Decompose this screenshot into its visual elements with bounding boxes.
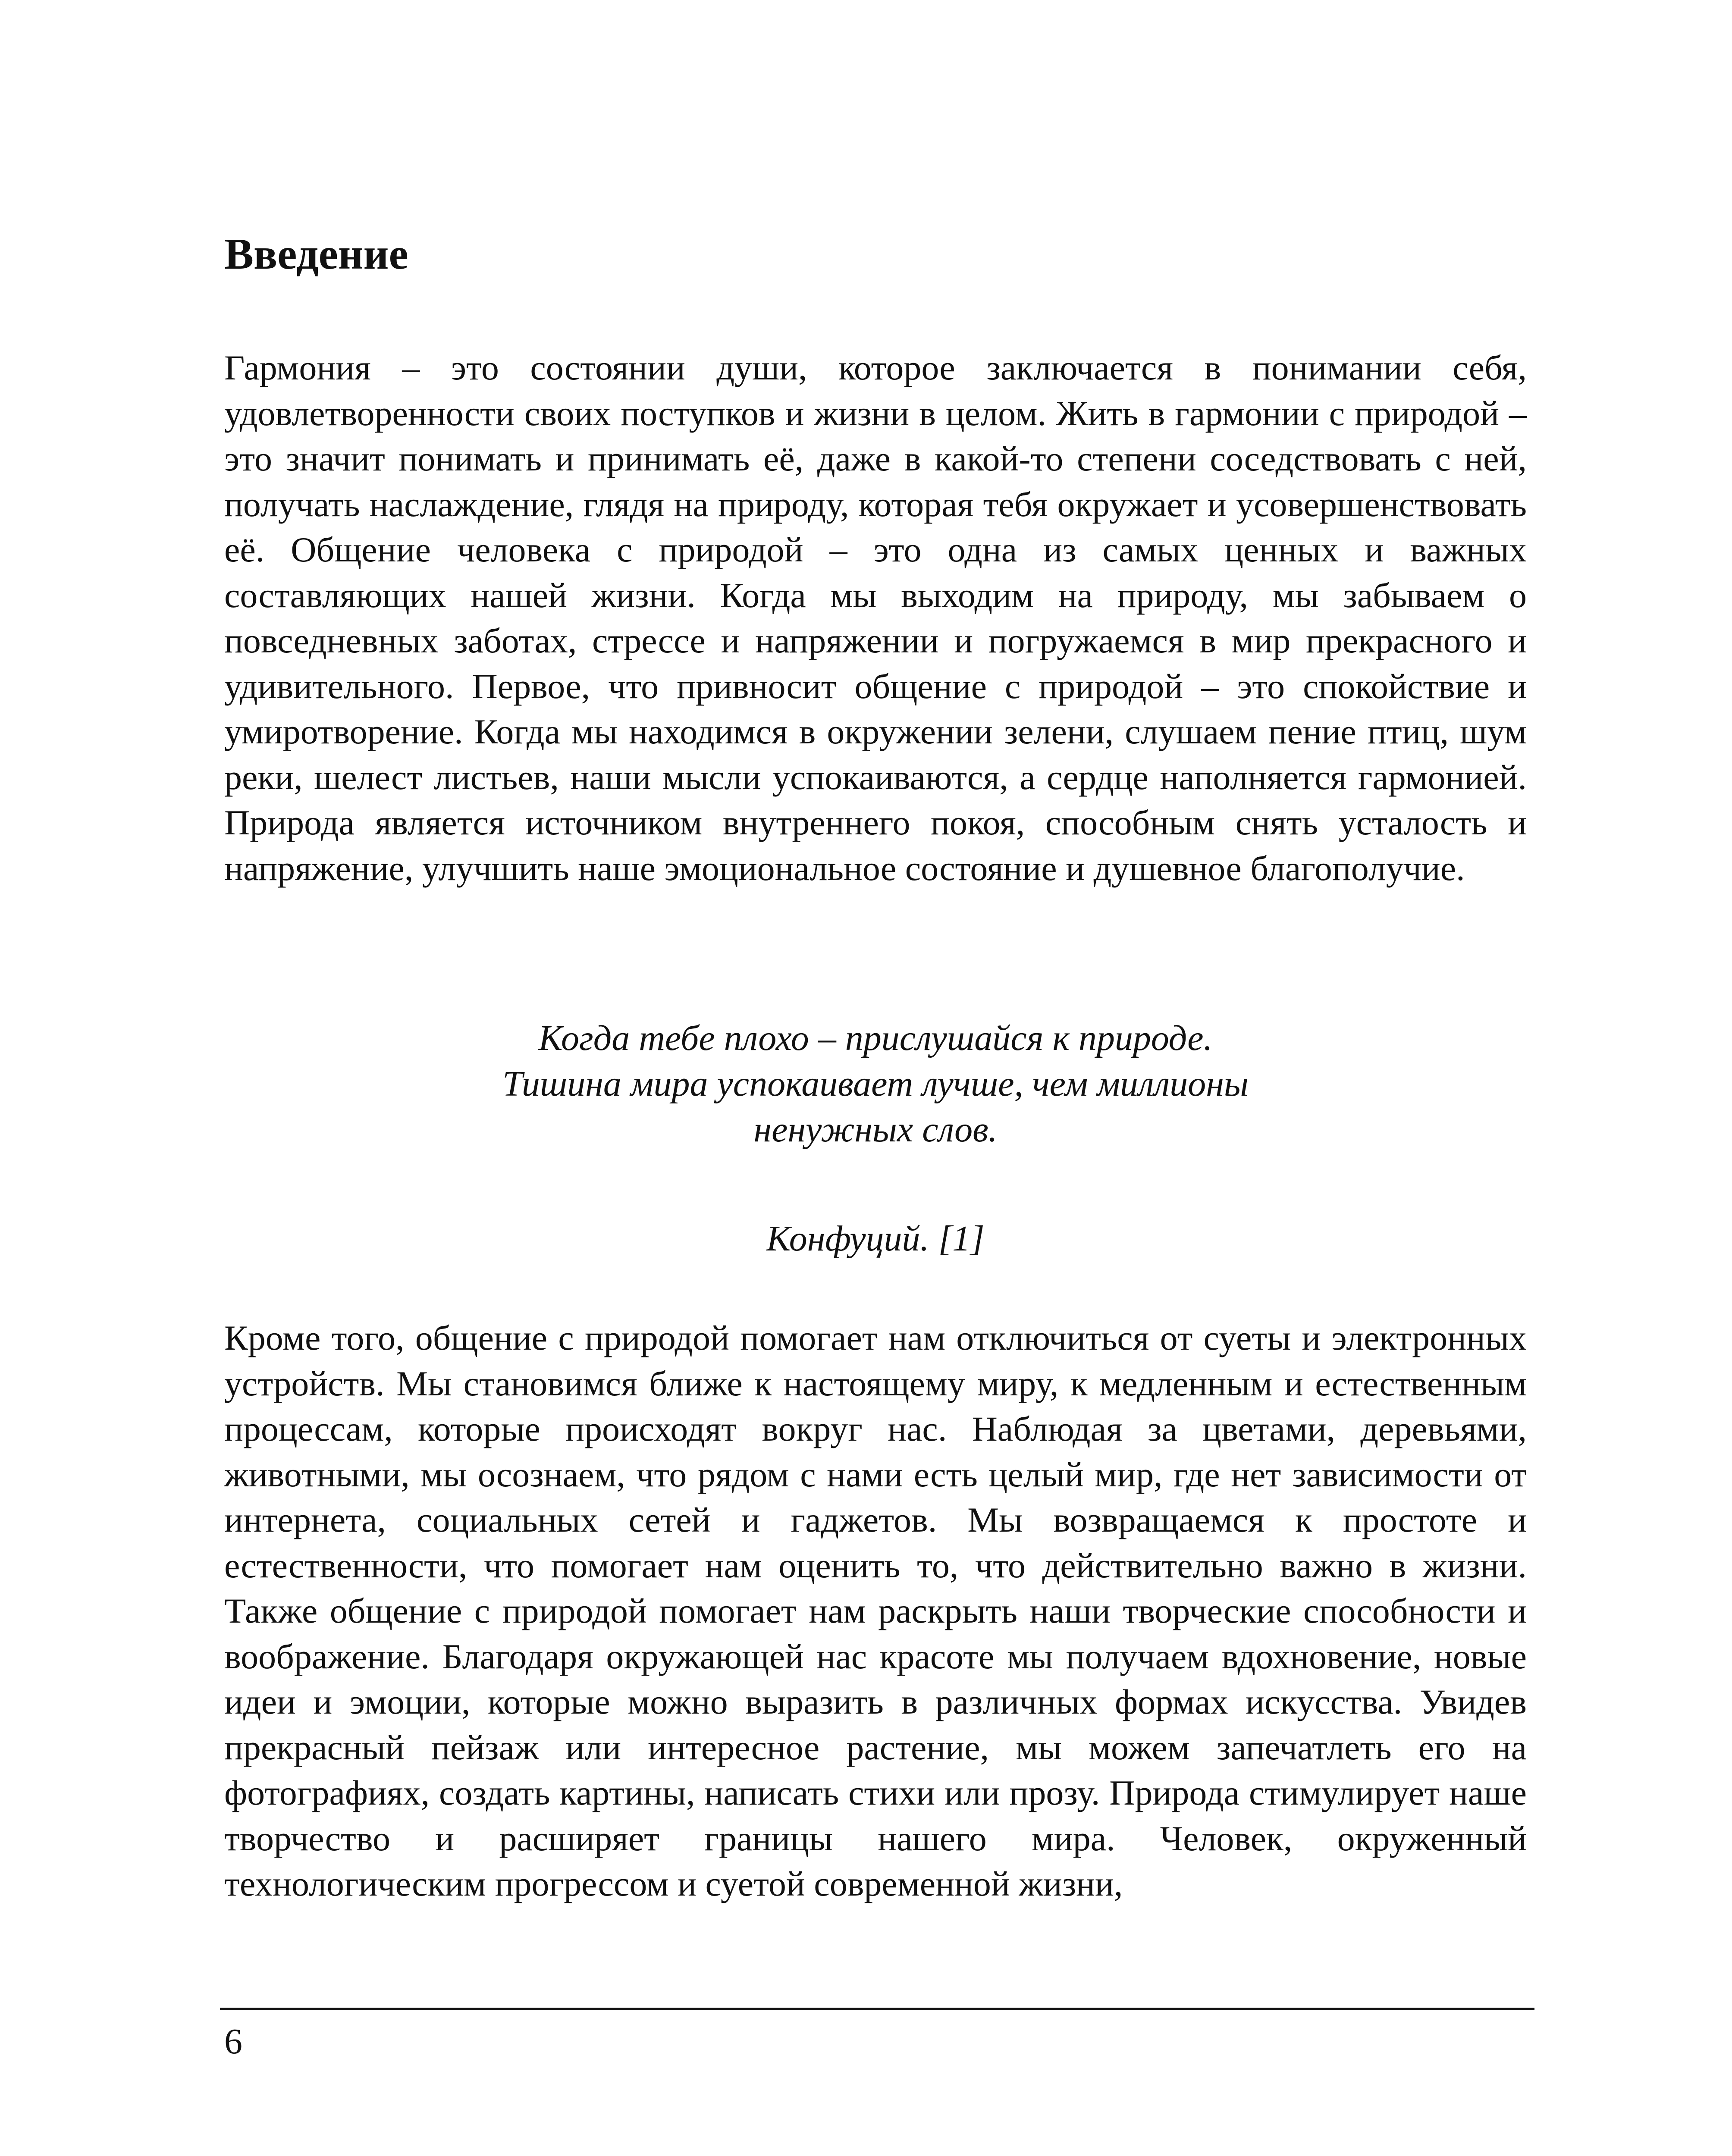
epigraph-quote [388, 1015, 1363, 1153]
epigraph-line: Тишина мира успокаивает лучше, чем миллионы [502, 1064, 1249, 1104]
page-number: 6 [224, 2021, 242, 2062]
epigraph-author: Конфуций. [1] [766, 1219, 985, 1259]
epigraph-line: ненужных слов. [753, 1109, 998, 1150]
intro-paragraph: Гармония – это состоянии души, которое заключается в понимании себя, удовлетворенности своих поступков и жизни в целом. Жить в гармонии с природой – это значит понимать и принимать её, даже в какой-то степени соседствовать с ней, получать наслаждение, глядя на природу, которая тебя окружает и усовершенствовать её. Общение человека с природой – это одна из самых ценных и важных составляющих нашей жизни. Когда мы выходим на природу, мы забываем о повседневных заботах, стрессе и напряжении и погружаемся в мир прекрасного и удивительного. Первое, что привносит общение с природой – это спокойствие и умиротворение. Когда мы находимся в окружении зелени, слушаем пение птиц, шум реки, шелест листьев, наши мысли успокаиваются, а сердце наполняется гармонией. Природа является источником внутреннего покоя, способным снять усталость и напряжение, улучшить наше эмоциональное состояние и душевное благополучие. [224, 348, 1527, 888]
footer-divider [220, 2008, 1534, 2010]
section-heading: Введение [224, 230, 408, 279]
body-paragraph: Кроме того, общение с природой помогает нам отключиться от суеты и электронных устройств. Мы становимся ближе к настоящему миру, к медленным и естественным процессам, которые происходят вокруг нас. Наблюдая за цветами, деревьями, животными, мы осознаем, что рядом с нами есть целый мир, где нет зависимости от интернета, социальных сетей и гаджетов. Мы возвращаемся к простоте и естественности, что помогает нам оценить то, что действительно важно в жизни. Также общение с природой помогает нам раскрыть наши творческие способности и воображение. Благодаря окружающей нас красоте мы получаем вдохновение, новые идеи и эмоции, которые можно выразить в различных формах искусства. Увидев прекрасный пейзаж или интересное растение, мы можем запечатлеть его на фотографиях, создать картины, написать стихи или прозу. Природа стимулирует наше творчество и расширяет границы нашего мира. Человек, окруженный технологическим прогрессом и суетой современной жизни, [224, 1318, 1527, 1903]
epigraph-line: Когда тебе плохо – прислушайся к природе. [538, 1018, 1213, 1058]
